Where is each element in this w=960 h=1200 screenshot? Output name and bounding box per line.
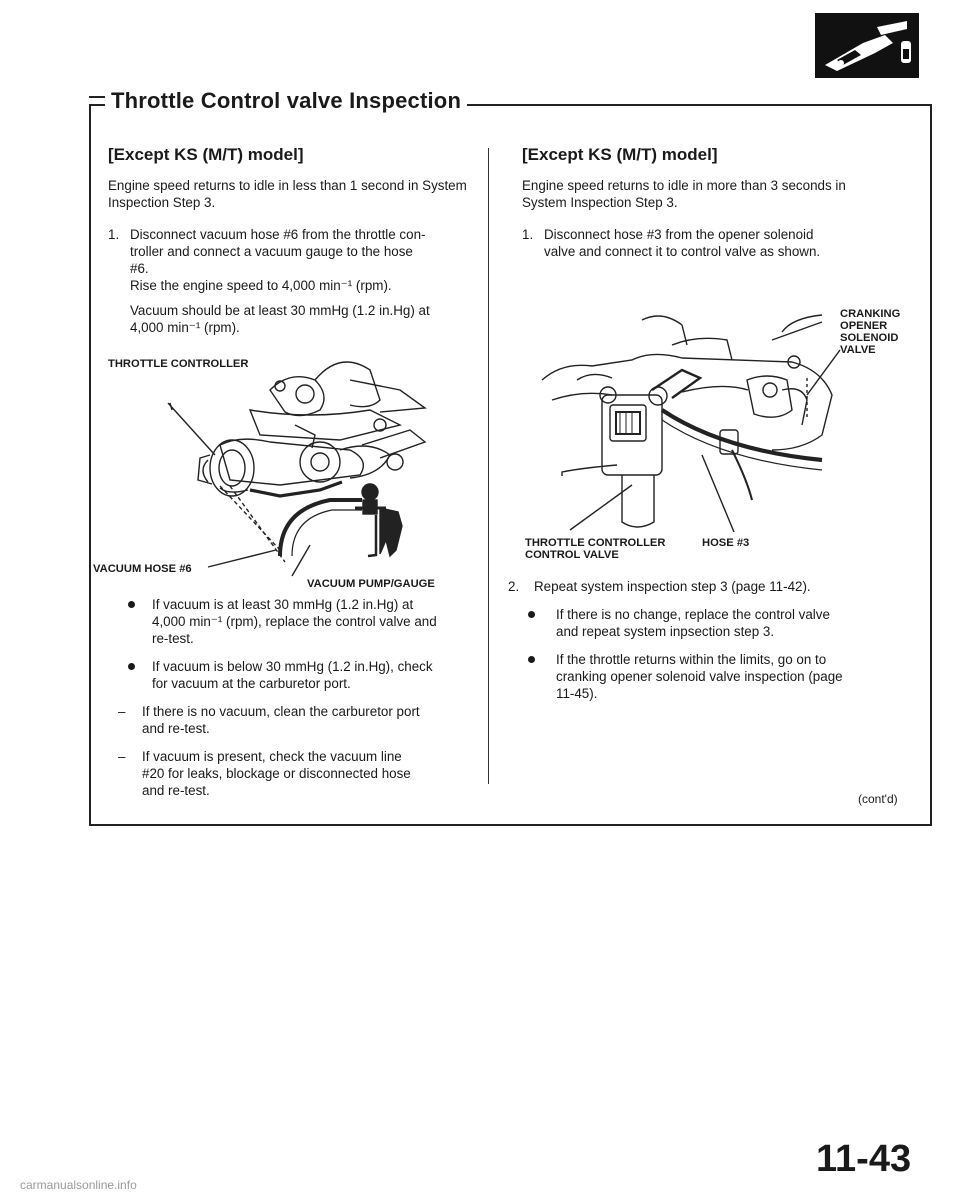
- left-heading: [Except KS (M/T) model]: [108, 145, 304, 164]
- title-rule-left: [89, 96, 105, 98]
- page-number: 11-43: [816, 1138, 912, 1180]
- bullet-line: re-test.: [152, 631, 194, 646]
- dash-line: and re-test.: [142, 721, 210, 736]
- right-intro-line: System Inspection Step 3.: [522, 195, 678, 210]
- step-line: #6.: [130, 261, 149, 276]
- step-number: 2.: [508, 579, 520, 594]
- dash-line: and re-test.: [142, 783, 210, 798]
- bullet-line: 4,000 min⁻¹ (rpm), replace the control valve and: [152, 614, 437, 629]
- throttle-controller-figure: [80, 350, 480, 590]
- column-divider: [488, 148, 489, 784]
- dash-icon: –: [118, 749, 126, 764]
- step-line: Rise the engine speed to 4,000 min⁻¹ (rpm).: [130, 278, 392, 293]
- step-2-line: [508, 578, 913, 595]
- right-heading: [Except KS (M/T) model]: [522, 145, 718, 164]
- bullet-line: for vacuum at the carburetor port.: [152, 676, 351, 691]
- left-bullet-1: [128, 596, 468, 647]
- right-bullet-2: [528, 651, 913, 702]
- label-cranking-3: SOLENOID: [840, 332, 899, 344]
- bullet-icon: [528, 611, 535, 618]
- step-line: Disconnect hose #3 from the opener solenoid: [544, 227, 814, 242]
- left-step-1: [108, 226, 468, 336]
- opener-solenoid-figure: [522, 300, 922, 560]
- bullet-icon: [128, 663, 135, 670]
- bullet-icon: [528, 656, 535, 663]
- label-hose-3: HOSE #3: [702, 537, 750, 549]
- step-line: valve and connect it to control valve as shown.: [544, 244, 821, 259]
- bullet-icon: [128, 601, 135, 608]
- dash-icon: –: [118, 704, 126, 719]
- label-cranking-2: OPENER: [840, 320, 888, 332]
- bullet-line: If there is no change, replace the control valve: [556, 607, 830, 622]
- footer-watermark: carmanualsonline.info: [20, 1178, 137, 1192]
- step-line: Repeat system inspection step 3 (page 11-42).: [534, 579, 811, 594]
- label-control-valve: CONTROL VALVE: [525, 549, 619, 561]
- step-line: troller and connect a vacuum gauge to the hose: [130, 244, 413, 259]
- right-intro-line: Engine speed returns to idle in more than 3 seconds in: [522, 178, 846, 193]
- dash-line: If there is no vacuum, clean the carburetor port: [142, 704, 420, 719]
- right-step-1: [522, 226, 912, 260]
- label-throttle-controller: THROTTLE CONTROLLER: [108, 358, 249, 370]
- label-throttle-controller-1: THROTTLE CONTROLLER: [525, 537, 666, 549]
- section-logo-icon: [815, 13, 919, 78]
- bullet-line: If vacuum is below 30 mmHg (1.2 in.Hg), check: [152, 659, 433, 674]
- left-column: [108, 146, 468, 336]
- right-bullet-1: [528, 606, 913, 640]
- step-note: Vacuum should be at least 30 mmHg (1.2 in.Hg) at: [130, 303, 430, 318]
- label-cranking-1: CRANKING: [840, 308, 901, 320]
- label-cranking-4: VALVE: [840, 344, 876, 356]
- dash-line: #20 for leaks, blockage or disconnected hose: [142, 766, 411, 781]
- bullet-line: 11-45).: [556, 686, 598, 701]
- right-column: [522, 146, 912, 260]
- left-results: [118, 596, 468, 799]
- bullet-line: If the throttle returns within the limits, go on to: [556, 652, 827, 667]
- left-bullet-2: [128, 658, 468, 692]
- step-line: Disconnect vacuum hose #6 from the throttle con-: [130, 227, 426, 242]
- left-intro: Engine speed returns to idle in less than 1 second in System Inspection Step 3.: [108, 178, 467, 210]
- left-dash-1: [118, 703, 468, 737]
- left-dash-2: [118, 748, 468, 799]
- right-step-2: [508, 578, 913, 702]
- label-vacuum-hose: VACUUM HOSE #6: [93, 563, 192, 575]
- step-number: 1.: [522, 227, 534, 242]
- step-note: 4,000 min⁻¹ (rpm).: [130, 320, 240, 335]
- label-vacuum-pump: VACUUM PUMP/GAUGE: [307, 578, 435, 590]
- dash-line: If vacuum is present, check the vacuum line: [142, 749, 402, 764]
- step-number: 1.: [108, 227, 120, 242]
- bullet-line: and repeat system inpsection step 3.: [556, 624, 775, 639]
- continued-note: (cont'd): [858, 792, 898, 806]
- bullet-line: cranking opener solenoid valve inspection (page: [556, 669, 843, 684]
- page-title: Throttle Control valve Inspection: [105, 88, 467, 114]
- bullet-line: If vacuum is at least 30 mmHg (1.2 in.Hg) at: [152, 597, 414, 612]
